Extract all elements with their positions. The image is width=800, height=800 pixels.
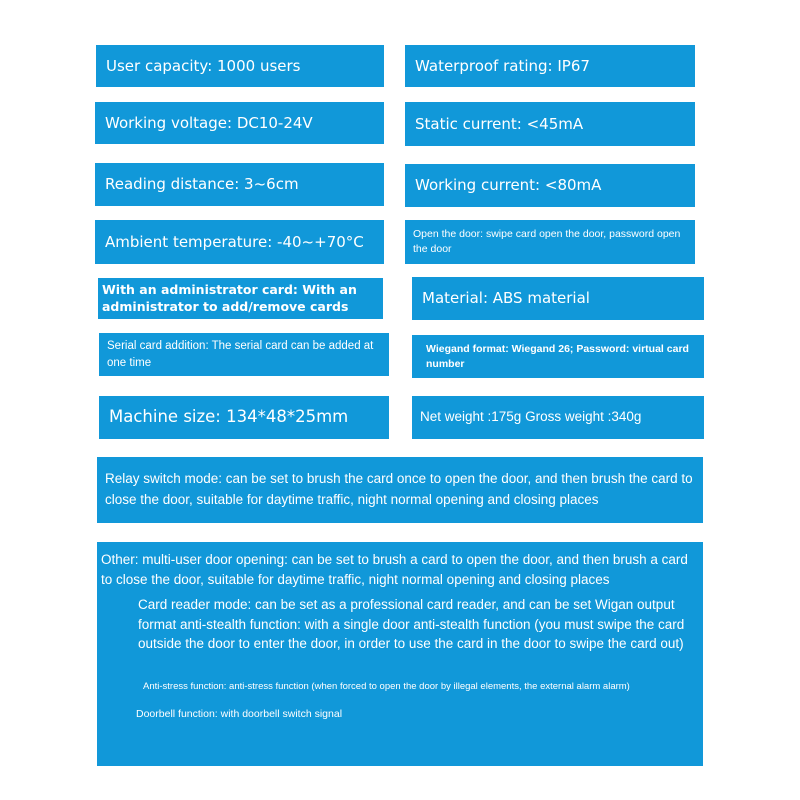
spec-reading-distance xyxy=(95,163,384,206)
spec-static-current xyxy=(405,102,695,146)
spec-doorbell: Doorbell function: with doorbell switch signal xyxy=(136,708,343,720)
spec-wiegand xyxy=(412,335,704,378)
spec-machine-size xyxy=(99,396,389,439)
spec-text: Machine size: 134*48*25mm xyxy=(109,407,349,427)
spec-other: Other: multi-user door opening: can be set to brush a card to open the door, and then brush a card to close the door, suitable for daytime traffic, night normal opening and closing places xyxy=(101,552,688,588)
spec-ambient-temperature xyxy=(95,220,384,264)
spec-text: Net weight :175g Gross weight :340g xyxy=(420,409,642,425)
spec-text: Static current: <45mA xyxy=(415,114,584,133)
spec-functions-panel xyxy=(97,542,703,766)
spec-text: User capacity: 1000 users xyxy=(106,56,301,75)
spec-text: Relay switch mode: can be set to brush the card once to open the door, and then brush the card to close the door, suitable for daytime traffic, night normal opening and closing places xyxy=(105,471,693,507)
spec-relay-mode xyxy=(97,457,703,523)
spec-waterproof xyxy=(405,45,695,87)
spec-admin-card xyxy=(98,278,383,319)
spec-text: Working voltage: DC10-24V xyxy=(105,113,313,132)
spec-text: Ambient temperature: -40~+70°C xyxy=(105,232,364,251)
spec-open-door xyxy=(405,220,695,264)
spec-text: With an administrator card: With an administrator to add/remove cards xyxy=(102,282,357,314)
spec-user-capacity xyxy=(96,45,384,87)
spec-working-current xyxy=(405,164,695,207)
spec-anti-stress: Anti-stress function: anti-stress function (when forced to open the door by illegal elements, the external alarm alarm) xyxy=(143,681,630,692)
spec-text: Wiegand format: Wiegand 26; Password: virtual card number xyxy=(426,342,689,370)
spec-text: Open the door: swipe card open the door, password open the door xyxy=(413,228,681,255)
spec-serial-card xyxy=(99,333,389,376)
spec-text: Serial card addition: The serial card can be added at one time xyxy=(107,339,374,369)
spec-material xyxy=(412,277,704,320)
spec-weight xyxy=(412,396,704,439)
spec-text: Working current: <80mA xyxy=(415,176,602,195)
spec-text: Waterproof rating: IP67 xyxy=(415,56,590,75)
spec-text: Reading distance: 3~6cm xyxy=(105,175,299,194)
spec-working-voltage xyxy=(95,102,384,144)
spec-card-reader-mode: Card reader mode: can be set as a professional card reader, and can be set Wigan output format anti-stealth function: with a single door anti-stealth function (you must swipe the card outside the door to enter the door, in order to use the card in the door to swipe the card out) xyxy=(138,597,685,652)
spec-text: Material: ABS material xyxy=(422,289,590,308)
